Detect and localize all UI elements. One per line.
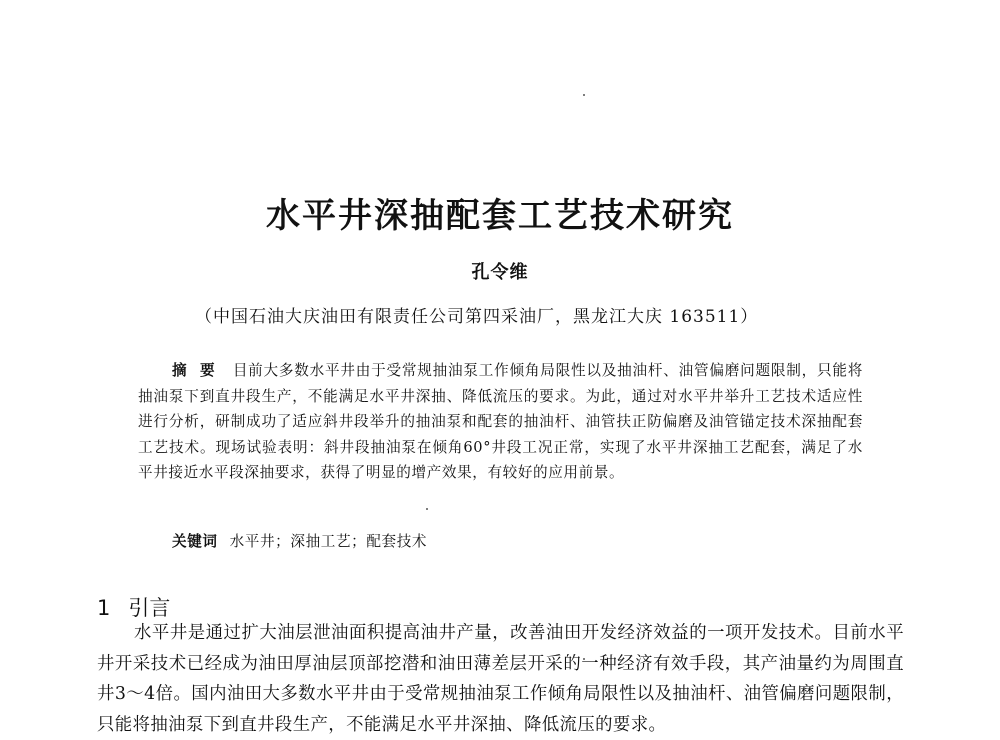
author-name: 孔令维 (471, 262, 529, 283)
scan-speck (583, 94, 585, 96)
author-affiliation: （中国石油大庆油田有限责任公司第四采油厂，黑龙江大庆 163511） (195, 307, 759, 327)
abstract-text: 目前大多数水平井由于受常规抽油泵工作倾角局限性以及抽油杆、油管偏磨问题限制，只能将抽油泵下到直井段生产，不能满足水平井深抽、降低流压的要求。为此，通过对水平井举升工艺技术适应性进行分析，研制成功了适应斜井段举升的抽油泵和配套的抽油杆、油管扶正防偏磨及油管锚定技术深抽配套工艺技术。现场试验表明：斜井段抽油泵在倾角60°井段工况正常，实现了水平井深抽工艺配套，满足了水平井接近水平段深抽要求，获得了明显的增产效果，有较好的应用前景。 (138, 362, 863, 482)
paper-title: 水平井深抽配套工艺技术研究 (266, 196, 734, 236)
body-paragraph: 水平井是通过扩大油层泄油面积提高油井产量，改善油田开发经济效益的一项开发技术。目前水平井开采技术已经成为油田厚油层顶部挖潜和油田薄差层开采的一种经济有效手段，其产油量约为周围直井3～4倍。国内油田大多数水平井由于受常规抽油泵工作倾角局限性以及抽油杆、油管偏磨问题限制，只能将抽油泵下到直井段生产，不能满足水平井深抽、降低流压的要求。 (97, 623, 904, 735)
abstract-label: 摘 要 (172, 362, 219, 379)
keywords-label: 关键词 (172, 533, 218, 550)
section-number: 1 (97, 596, 111, 620)
keywords-text: 水平井；深抽工艺；配套技术 (229, 533, 428, 550)
section-title: 引言 (128, 596, 171, 620)
scan-speck (426, 508, 428, 510)
abstract (138, 358, 863, 486)
keywords (172, 530, 862, 551)
